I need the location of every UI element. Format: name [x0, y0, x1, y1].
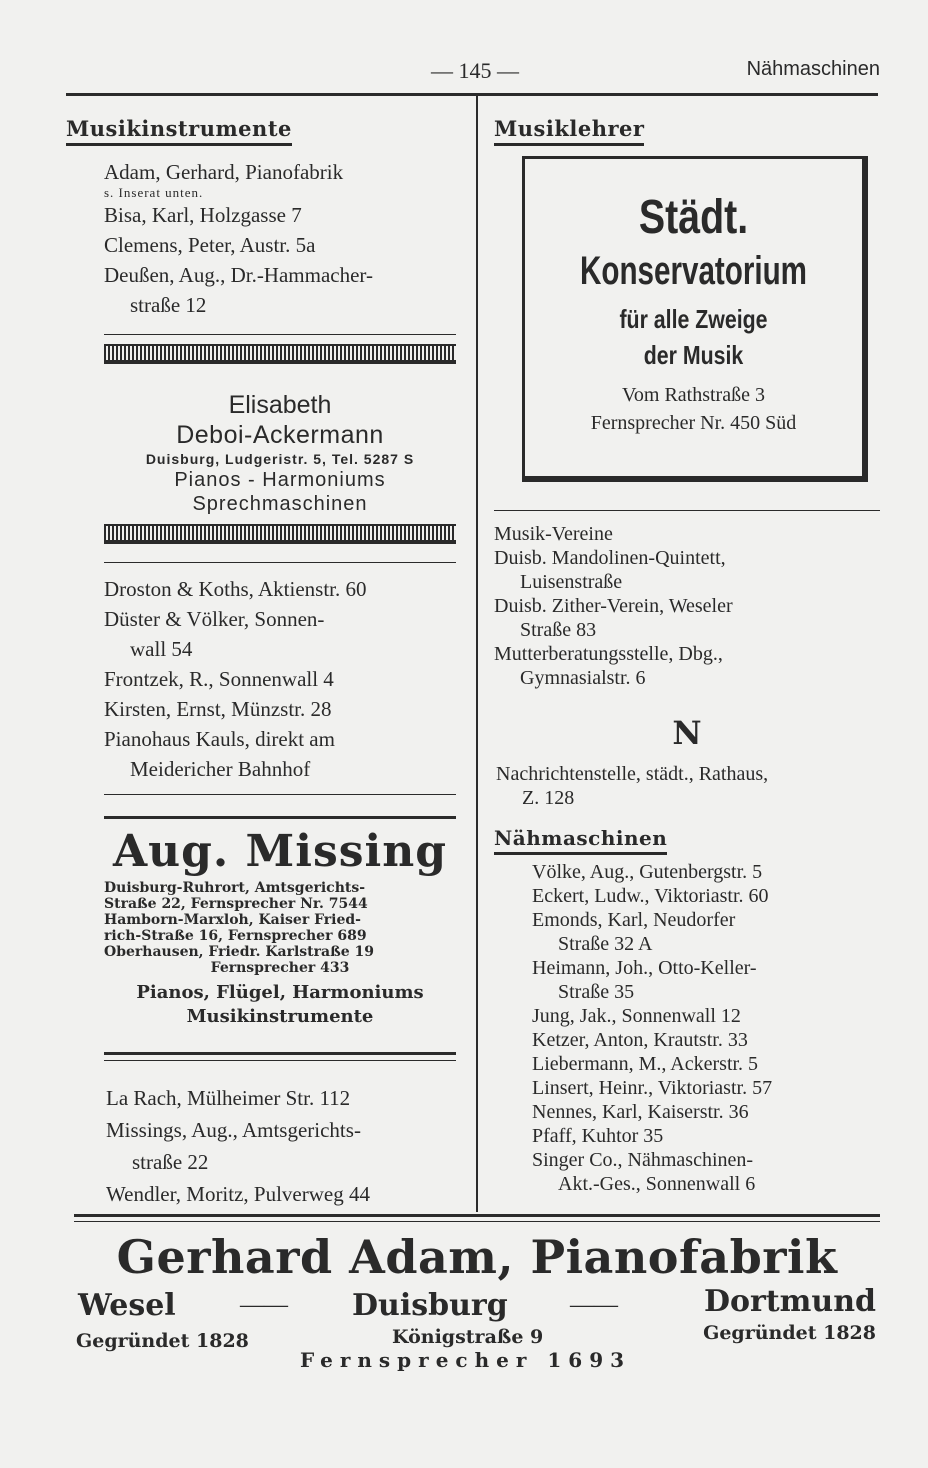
- entry-eckert: Eckert, Ludw., Viktoriastr. 60: [532, 885, 769, 907]
- ad-aug-missing: [100, 824, 460, 1028]
- entry-jung: Jung, Jak., Sonnenwall 12: [532, 1005, 741, 1027]
- entry-missings-cont: straße 22: [132, 1150, 209, 1174]
- entry-missings: Missings, Aug., Amtsgerichts-: [106, 1118, 361, 1142]
- entry-pfaff: Pfaff, Kuhtor 35: [532, 1125, 664, 1147]
- entry-musik-vereine: Musik-Vereine: [494, 523, 613, 545]
- entry-wendler: Wendler, Moritz, Pulverweg 44: [106, 1182, 370, 1206]
- hatch-border-bottom: [104, 524, 456, 544]
- column-divider: [476, 96, 478, 1212]
- entry-mandolinen-cont: Luisenstraße: [520, 571, 623, 593]
- divider-rule: [494, 510, 880, 511]
- running-title: Nähmaschinen: [746, 58, 880, 80]
- section-letter-n: N: [672, 714, 702, 752]
- entry-deussen-cont: straße 12: [130, 293, 207, 317]
- entry-mandolinen: Duisb. Mandolinen-Quintett,: [494, 547, 726, 569]
- footer-rule-thick: [74, 1214, 880, 1217]
- ad-konservatorium-l5: Vom Rathstraße 3: [622, 384, 765, 406]
- entry-heimann: Heimann, Joh., Otto-Keller-: [532, 957, 757, 979]
- entry-adam-note: s. Inserat unten.: [104, 185, 204, 200]
- entry-heimann-cont: Straße 35: [558, 981, 635, 1003]
- ad-deboi-line2: Deboi-Ackermann: [176, 421, 384, 449]
- page-number: — 145 —: [431, 58, 519, 83]
- entries-musiklehrer: [494, 522, 884, 690]
- ad-konservatorium-l3: für alle Zweige: [619, 304, 768, 334]
- ad-missing-l1: Duisburg-Ruhrort, Amtsgerichts-: [104, 880, 366, 896]
- ad-missing-l6: Fernsprecher 433: [210, 960, 350, 976]
- ad-konservatorium-l4: der Musik: [643, 340, 744, 370]
- entry-kauls-cont: Meidericher Bahnhof: [130, 757, 311, 781]
- divider-rule-thick: [104, 1052, 456, 1055]
- entry-ketzer: Ketzer, Anton, Krautstr. 33: [532, 1029, 748, 1051]
- divider-rule: [104, 334, 456, 335]
- ad-konservatorium-l2: Konservatorium: [580, 249, 807, 293]
- entry-singer-cont: Akt.-Ges., Sonnenwall 6: [558, 1173, 756, 1195]
- entry-kauls: Pianohaus Kauls, direkt am: [104, 727, 335, 751]
- footer-city-dortmund: Dortmund: [703, 1284, 876, 1319]
- entry-duester: Düster & Völker, Sonnen-: [104, 607, 325, 631]
- footer-city-wesel: Wesel: [78, 1288, 176, 1323]
- ad-konservatorium-l6: Fernsprecher Nr. 450 Süd: [590, 412, 797, 434]
- section-title-musiklehrer: Musiklehrer: [494, 116, 644, 146]
- entry-liebermann: Liebermann, M., Ackerstr. 5: [532, 1053, 759, 1075]
- ad-missing-l3: Hamborn-Marxloh, Kaiser Fried-: [104, 912, 361, 928]
- ad-missing-l7: Pianos, Flügel, Harmoniums: [136, 982, 424, 1003]
- entries-n: [496, 762, 886, 810]
- entry-adam: Adam, Gerhard, Pianofabrik: [104, 160, 344, 184]
- entry-kirsten: Kirsten, Ernst, Münzstr. 28: [104, 697, 332, 721]
- entry-zither-cont: Straße 83: [520, 619, 597, 641]
- ad-deboi-ackermann: [104, 390, 456, 516]
- ad-missing-l4: rich-Straße 16, Fernsprecher 689: [104, 928, 367, 944]
- entries-musikinstrumente-a: [104, 158, 464, 320]
- ad-deboi-line3: Duisburg, Ludgeristr. 5, Tel. 5287 S: [145, 451, 415, 467]
- ad-missing-l8: Musikinstrumente: [186, 1006, 374, 1027]
- entry-mutterberatung: Mutterberatungsstelle, Dbg.,: [494, 643, 723, 665]
- header-rule: [66, 93, 878, 96]
- footer-dash-left: ——: [240, 1292, 288, 1318]
- entries-musikinstrumente-c: [106, 1082, 466, 1210]
- divider-rule: [104, 562, 456, 563]
- ad-deboi-line5: Sprechmaschinen: [192, 493, 368, 515]
- footer-founded-right: Gegründet 1828: [703, 1322, 876, 1344]
- entry-mutterberatung-cont: Gymnasialstr. 6: [520, 667, 646, 689]
- entry-nennes: Nennes, Karl, Kaiserstr. 36: [532, 1101, 749, 1123]
- footer-ad-gerhard-adam: [74, 1226, 880, 1386]
- ad-konservatorium: [522, 156, 868, 482]
- entry-nachrichtenstelle: Nachrichtenstelle, städt., Rathaus,: [496, 763, 769, 785]
- ad-konservatorium-l1: Städt.: [638, 191, 749, 244]
- footer-city-duisburg: Duisburg: [352, 1288, 508, 1323]
- ad-missing-l5: Oberhausen, Friedr. Karlstraße 19: [104, 944, 374, 960]
- footer-founded-left: Gegründet 1828: [76, 1330, 249, 1352]
- entry-la-rach: La Rach, Mülheimer Str. 112: [106, 1086, 351, 1110]
- entry-linsert: Linsert, Heinr., Viktoriastr. 57: [532, 1077, 773, 1099]
- ad-deboi-line1: Elisabeth: [228, 391, 332, 419]
- divider-rule-thick: [104, 816, 456, 819]
- footer-title: Gerhard Adam, Pianofabrik: [116, 1230, 838, 1284]
- ad-missing-l2: Straße 22, Fernsprecher Nr. 7544: [104, 896, 368, 912]
- entries-musikinstrumente-b: [104, 574, 464, 784]
- entry-droston: Droston & Koths, Aktienstr. 60: [104, 577, 367, 601]
- divider-rule: [104, 794, 456, 795]
- entry-frontzek: Frontzek, R., Sonnenwall 4: [104, 667, 334, 691]
- section-title-musikinstrumente: Musikinstrumente: [66, 116, 292, 146]
- ad-missing-name: Aug. Missing: [113, 826, 447, 877]
- divider-rule: [104, 1060, 456, 1061]
- hatch-border-top: [104, 344, 456, 364]
- entry-deussen: Deußen, Aug., Dr.-Hammacher-: [104, 263, 373, 287]
- entries-naehmaschinen: [532, 860, 882, 1196]
- entry-duester-cont: wall 54: [130, 637, 193, 661]
- entry-emonds: Emonds, Karl, Neudorfer: [532, 909, 736, 931]
- entry-voelke: Völke, Aug., Gutenbergstr. 5: [532, 861, 763, 883]
- section-title-naehmaschinen: Nähmaschinen: [494, 826, 667, 855]
- entry-zither: Duisb. Zither-Verein, Weseler: [494, 595, 733, 617]
- footer-dash-right: ——: [570, 1292, 618, 1318]
- ad-deboi-line4: Pianos - Harmoniums: [174, 469, 386, 491]
- footer-street: Königstraße 9: [392, 1326, 544, 1348]
- entry-singer: Singer Co., Nähmaschinen-: [532, 1149, 754, 1171]
- footer-rule: [74, 1221, 880, 1222]
- entry-bisa: Bisa, Karl, Holzgasse 7: [104, 203, 302, 227]
- entry-emonds-cont: Straße 32 A: [558, 933, 653, 955]
- entry-nachrichtenstelle-cont: Z. 128: [522, 787, 575, 809]
- footer-phone: Fernsprecher 1693: [300, 1348, 632, 1372]
- entry-clemens: Clemens, Peter, Austr. 5a: [104, 233, 316, 257]
